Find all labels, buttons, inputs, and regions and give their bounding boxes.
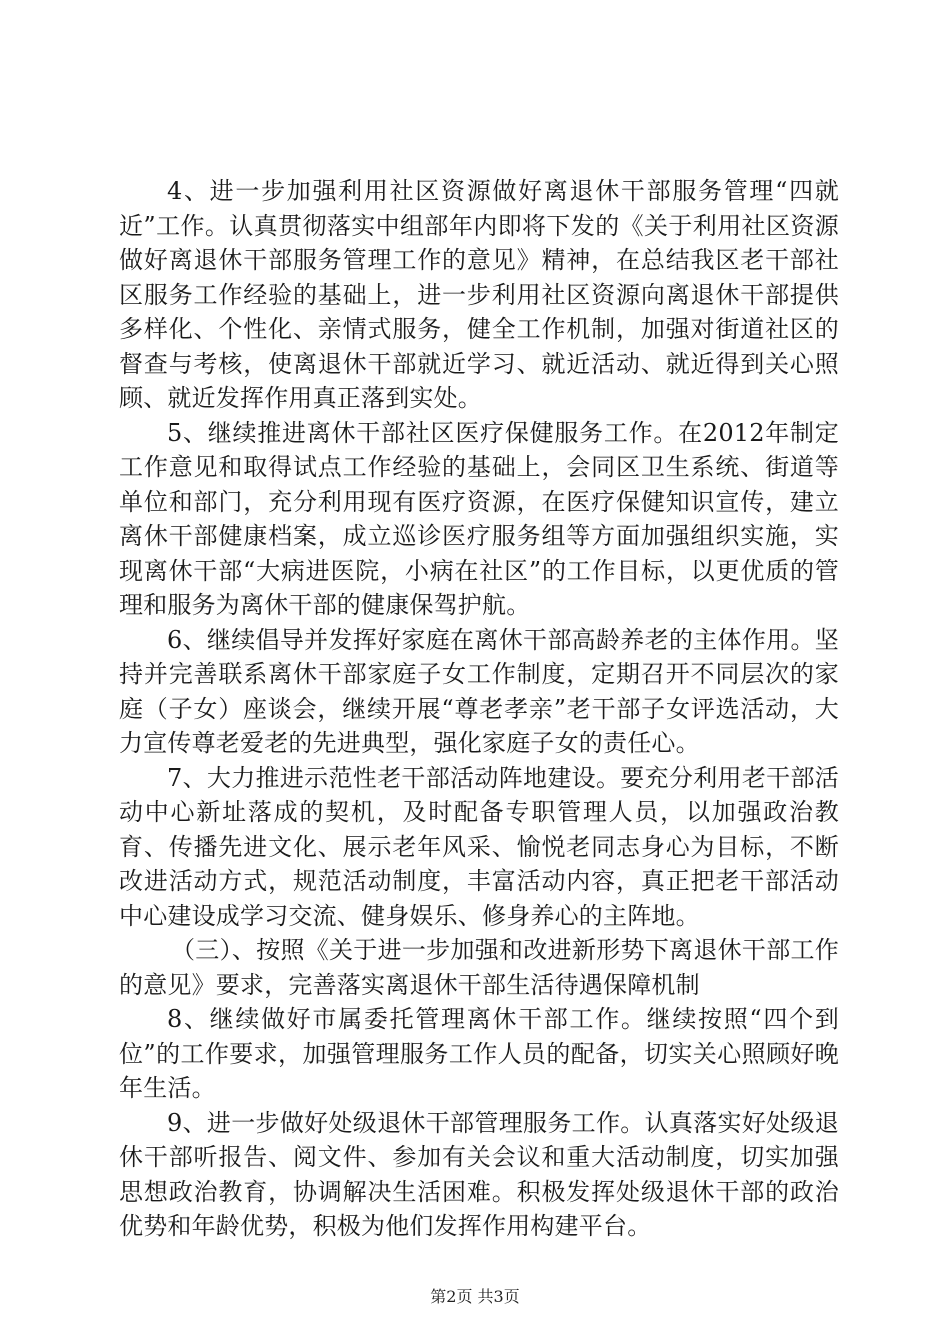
page-number-label: 第2页 共3页 bbox=[430, 1287, 520, 1306]
paragraph-item-6: 6、继续倡导并发挥好家庭在离休干部高龄养老的主体作用。坚持并完善联系离休干部家庭子女工作制度，定期召开不同层次的家庭（子女）座谈会，继续开展“尊老孝亲”老干部子女评选活动，大力宣传尊老爱老的先进典型，强化家庭子女的责任心。 bbox=[119, 625, 839, 757]
paragraph-item-4: 4、进一步加强利用社区资源做好离退休干部服务管理“四就近”工作。认真贯彻落实中组部年内即将下发的《关于利用社区资源做好离退休干部服务管理工作的意见》精神，在总结我区老干部社区服务工作经验的基础上，进一步利用社区资源向离退休干部提供多样化、个性化、亲情式服务，健全工作机制，加强对街道社区的督查与考核，使离退休干部就近学习、就近活动、就近得到关心照顾、就近发挥作用真正落到实处。 bbox=[119, 177, 839, 412]
paragraph-item-9: 9、进一步做好处级退休干部管理服务工作。认真落实好处级退休干部听报告、阅文件、参加有关会议和重大活动制度，切实加强思想政治教育，协调解决生活困难。积极发挥处级退休干部的政治优势和年龄优势，积极为他们发挥作用构建平台。 bbox=[119, 1108, 839, 1240]
paragraph-item-7: 7、大力推进示范性老干部活动阵地建设。要充分利用老干部活动中心新址落成的契机，及时配备专职管理人员，以加强政治教育、传播先进文化、展示老年风采、愉悦老同志身心为目标，不断改进活动方式，规范活动制度，丰富活动内容，真正把老干部活动中心建设成学习交流、健身娱乐、修身养心的主阵地。 bbox=[119, 763, 839, 930]
paragraph-item-5: 5、继续推进离休干部社区医疗保健服务工作。在2012年制定工作意见和取得试点工作经验的基础上，会同区卫生系统、街道等单位和部门，充分利用现有医疗资源，在医疗保健知识宣传，建立离休干部健康档案，成立巡诊医疗服务组等方面加强组织实施，实现离休干部“大病进医院，小病在社区”的工作目标，以更优质的管理和服务为离休干部的健康保驾护航。 bbox=[119, 418, 839, 619]
page-footer bbox=[0, 1284, 950, 1307]
section-heading-3: （三）、按照《关于进一步加强和改进新形势下离退休干部工作的意见》要求，完善落实离退休干部生活待遇保障机制 bbox=[119, 936, 839, 999]
paragraph-item-8: 8、继续做好市属委托管理离休干部工作。继续按照“四个到位”的工作要求，加强管理服务工作人员的配备，切实关心照顾好晚年生活。 bbox=[119, 1005, 839, 1102]
document-body bbox=[119, 174, 839, 1244]
